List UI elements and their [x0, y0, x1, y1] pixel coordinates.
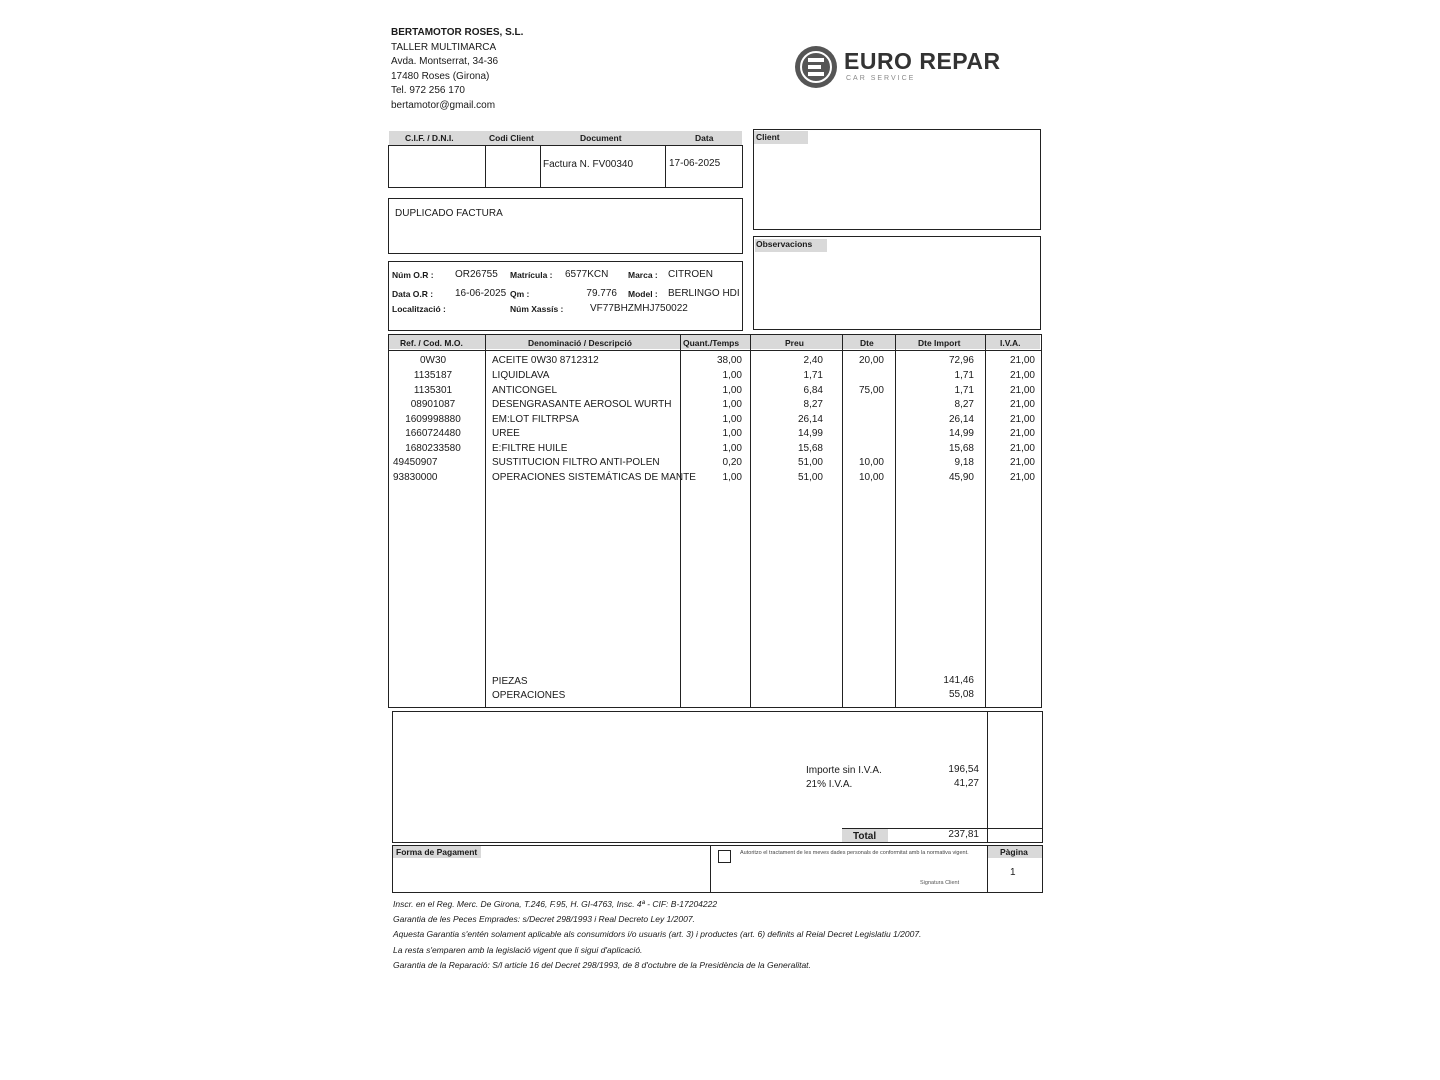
row-qty: 1,00: [722, 399, 742, 410]
km-label: Qm :: [510, 289, 530, 299]
client-label: Client: [756, 132, 780, 142]
col-ref: Ref. / Cod. M.O.: [400, 338, 463, 348]
row-amount: 1,71: [954, 385, 974, 396]
row-qty: 1,00: [722, 385, 742, 396]
row-amount: 14,99: [948, 428, 974, 439]
row-qty: 1,00: [722, 472, 742, 483]
company-address: Avda. Montserrat, 34-36: [391, 56, 499, 68]
document-value: Factura N. FV00340: [543, 159, 634, 170]
col-price: Preu: [785, 338, 804, 348]
logo-brand: EURO REPAR: [844, 48, 1001, 74]
divider: [665, 145, 666, 188]
row-dte: 10,00: [858, 472, 884, 483]
consent-text: Autoritzo el tractament de les meves dades personals de conformitat amb la normativa vigent.: [740, 850, 969, 856]
row-desc: UREE: [492, 428, 520, 439]
or-num-label: Núm O.R :: [392, 270, 434, 280]
row-price: 26,14: [797, 414, 823, 425]
row-qty: 1,00: [722, 370, 742, 381]
client-code-label: Codi Client: [489, 133, 534, 143]
plate-value: 6577KCN: [565, 269, 609, 280]
row-desc: LIQUIDLAVA: [492, 370, 550, 381]
row-iva: 21,00: [1009, 443, 1035, 454]
row-amount: 72,96: [948, 355, 974, 366]
km-value: 79.776: [586, 288, 617, 299]
divider: [540, 145, 541, 188]
row-qty: 1,00: [722, 443, 742, 454]
row-desc: EM:LOT FILTRPSA: [492, 414, 579, 425]
row-price: 8,27: [803, 399, 823, 410]
pieces-total: 141,46: [943, 675, 974, 686]
col-iva: I.V.A.: [1000, 338, 1021, 348]
row-iva: 21,00: [1009, 414, 1035, 425]
brand-value: CITROEN: [668, 269, 713, 280]
company-city: 17480 Roses (Girona): [391, 70, 490, 82]
plate-label: Matrícula :: [510, 270, 553, 280]
brand-label: Marca :: [628, 270, 658, 280]
duplicate-box: [388, 198, 743, 254]
divider: [710, 845, 711, 893]
row-price: 2,40: [803, 355, 823, 366]
date-label: Data: [695, 133, 714, 143]
row-amount: 45,90: [948, 472, 974, 483]
chassis-value: VF77BHZMHJ750022: [590, 303, 688, 314]
company-type: TALLER MULTIMARCA: [391, 41, 497, 53]
divider: [985, 334, 986, 708]
row-dte: 10,00: [858, 457, 884, 468]
footer-line-1: Inscr. en el Reg. Merc. De Girona, T.246, F.95, H. GI-4763, Insc. 4ª - CIF: B-17204222: [393, 899, 718, 909]
row-ref: 1135301: [413, 385, 453, 396]
row-qty: 1,00: [722, 414, 742, 425]
duplicate-label: DUPLICADO FACTURA: [395, 208, 503, 219]
company-info: [391, 26, 523, 114]
model-value: BERLINGO HDI: [668, 288, 740, 299]
divider: [842, 334, 843, 708]
row-dte: 75,00: [858, 385, 884, 396]
row-ref: 0W30: [419, 355, 447, 366]
col-amount: Dte Import: [918, 338, 961, 348]
operations-total: 55,08: [948, 689, 974, 700]
chassis-label: Núm Xassís :: [510, 304, 564, 314]
iva-value: 41,27: [953, 778, 979, 789]
euro-repar-emblem-icon: [793, 44, 839, 90]
divider: [388, 350, 1042, 351]
totals-box: [392, 711, 1043, 843]
footer-line-5: Garantia de la Reparació: S/l article 16 del Decret 298/1993, de 8 d'octubre de la Presidència de la Generalitat.: [393, 960, 811, 970]
row-iva: 21,00: [1009, 385, 1035, 396]
row-ref: 1609998880: [405, 414, 461, 425]
row-desc: OPERACIONES SISTEMÁTICAS DE MANTE: [492, 472, 696, 483]
row-iva: 21,00: [1009, 472, 1035, 483]
or-date-label: Data O.R :: [392, 289, 434, 299]
operations-label: OPERACIONES: [492, 690, 566, 701]
footer-line-2: Garantia de les Peces Emprades: s/Decret 298/1993 i Real Decreto Ley 1/2007.: [393, 914, 695, 924]
row-ref: 93830000: [393, 472, 438, 483]
row-desc: SUSTITUCION FILTRO ANTI-POLEN: [492, 457, 660, 468]
base-label: Importe sin I.V.A.: [806, 765, 882, 776]
row-price: 15,68: [797, 443, 823, 454]
footer-line-4: La resta s'emparen amb la legislació vigent que li sigui d'aplicació.: [393, 945, 643, 955]
cif-label: C.I.F. / D.N.I.: [405, 133, 454, 143]
row-price: 14,99: [797, 428, 823, 439]
divider: [485, 145, 486, 188]
col-qty: Quant./Temps: [683, 338, 740, 348]
row-desc: ACEITE 0W30 8712312: [492, 355, 599, 366]
row-amount: 26,14: [948, 414, 974, 425]
row-amount: 8,27: [954, 399, 974, 410]
footer-line-3: Aquesta Garantia s'entén solament aplicable als consumidors i/o usuaris (art. 3) i productes (art. 6) definits al Reial Decret Legislatiu 1/2007.: [393, 929, 922, 939]
row-desc: DESENGRASANTE AEROSOL WURTH: [492, 399, 672, 410]
row-price: 1,71: [803, 370, 823, 381]
base-value: 196,54: [948, 764, 979, 775]
total-label: Total: [853, 831, 877, 842]
row-qty: 0,20: [722, 457, 742, 468]
company-phone: Tel. 972 256 170: [391, 85, 465, 97]
row-qty: 1,00: [722, 428, 742, 439]
or-date-value: 16-06-2025: [455, 288, 507, 299]
divider: [680, 334, 681, 708]
row-ref: 1135187: [413, 370, 453, 381]
consent-checkbox[interactable]: [718, 850, 731, 863]
divider: [895, 334, 896, 708]
logo-tagline: CAR SERVICE: [846, 75, 916, 82]
model-label: Model :: [628, 289, 658, 299]
row-amount: 1,71: [954, 370, 974, 381]
observations-box: [753, 236, 1041, 330]
date-value: 17-06-2025: [669, 158, 721, 169]
row-iva: 21,00: [1009, 355, 1035, 366]
payment-label: Forma de Pagament: [396, 847, 478, 857]
row-price: 51,00: [797, 457, 823, 468]
signature-label: Signatura Client: [920, 880, 960, 886]
euro-repar-logo: [793, 44, 1013, 94]
divider: [485, 334, 486, 708]
iva-label: 21% I.V.A.: [806, 779, 853, 790]
observations-label: Observacions: [756, 239, 813, 249]
row-ref: 49450907: [393, 457, 438, 468]
row-qty: 38,00: [716, 355, 742, 366]
company-name: BERTAMOTOR ROSES, S.L.: [391, 27, 524, 38]
company-email: bertamotor@gmail.com: [391, 99, 496, 111]
row-iva: 21,00: [1009, 370, 1035, 381]
row-desc: ANTICONGEL: [492, 385, 558, 396]
row-price: 6,84: [803, 385, 823, 396]
row-ref: 08901087: [410, 399, 456, 410]
col-desc: Denominació / Descripció: [528, 338, 632, 348]
location-label: Localització :: [392, 304, 446, 314]
page-number: 1: [1010, 867, 1016, 878]
col-dte: Dte: [860, 338, 874, 348]
row-ref: 1660724480: [405, 428, 461, 439]
pieces-label: PIEZAS: [492, 676, 528, 687]
row-amount: 15,68: [948, 443, 974, 454]
divider: [987, 711, 988, 843]
row-iva: 21,00: [1009, 399, 1035, 410]
page-label: Pàgina: [1000, 847, 1028, 857]
row-price: 51,00: [797, 472, 823, 483]
row-ref: 1680233580: [405, 443, 461, 454]
divider: [750, 334, 751, 708]
row-desc: E:FILTRE HUILE: [492, 443, 568, 454]
row-dte: 20,00: [858, 355, 884, 366]
client-box: [753, 129, 1041, 230]
row-amount: 9,18: [954, 457, 974, 468]
document-label: Document: [580, 133, 622, 143]
row-iva: 21,00: [1009, 457, 1035, 468]
row-iva: 21,00: [1009, 428, 1035, 439]
or-num-value: OR26755: [455, 269, 498, 280]
total-value: 237,81: [948, 829, 979, 840]
